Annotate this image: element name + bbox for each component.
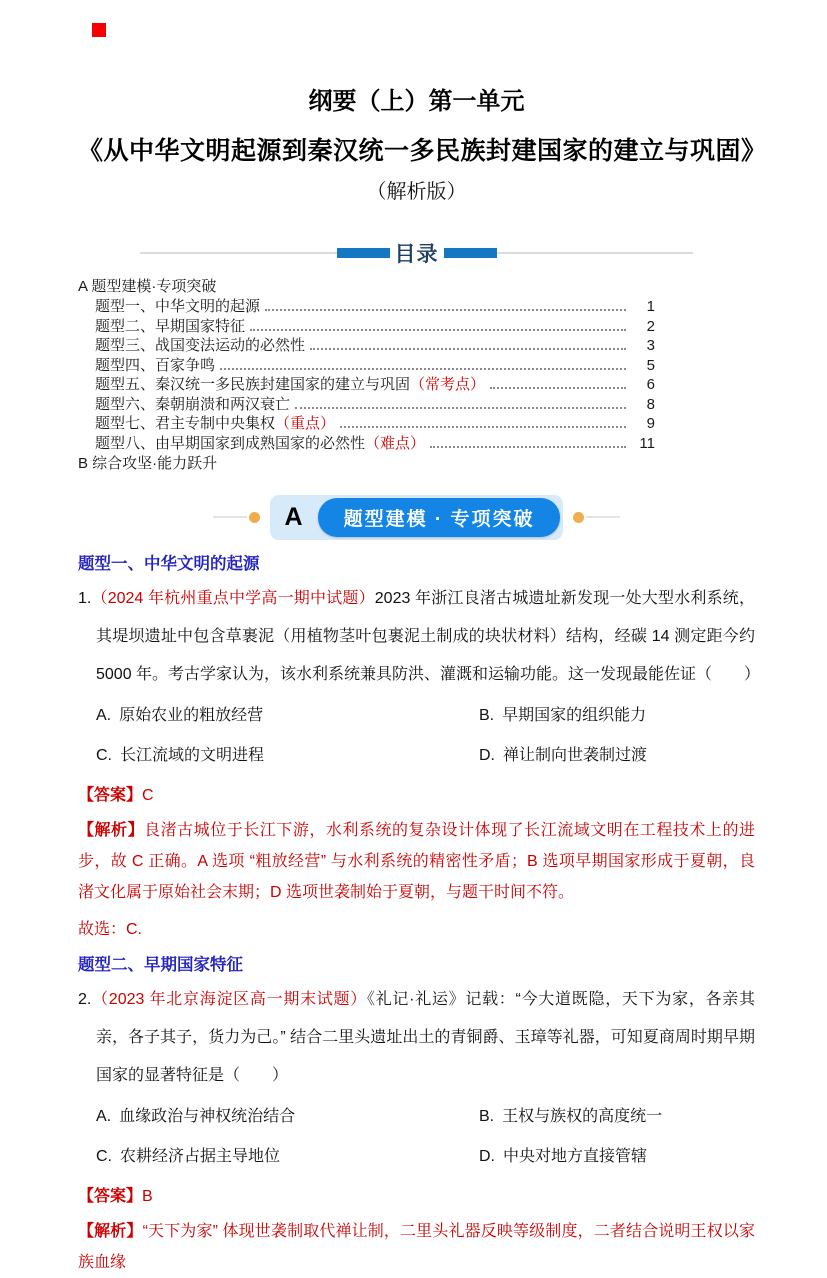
options-q2 bbox=[78, 1097, 755, 1177]
toc-leader-dots bbox=[220, 368, 626, 370]
analysis-text: 良渚古城位于长江下游，水利系统的复杂设计体现了长江流域文明在工程技术上的进步，故 C 正确。A 选项 “粗放经营” 与水利系统的精密性矛盾；B 选项早期国家形成于夏朝，良渚文化属于原始社会末期；D 选项世袭制始于夏朝，与题干时间不符。 bbox=[78, 822, 755, 901]
toc-leader-dots bbox=[295, 407, 626, 409]
toc-item-label: 题型二、早期国家特征 bbox=[95, 317, 246, 335]
question-type-heading-1: 题型一、中华文明的起源 bbox=[78, 555, 260, 573]
red-square-marker bbox=[92, 23, 106, 37]
toc-page-number: 6 bbox=[646, 376, 655, 393]
title-block bbox=[78, 0, 767, 206]
toc-page-number: 1 bbox=[646, 298, 655, 315]
toc-leader-dots bbox=[430, 446, 626, 448]
option-text: 原始农业的粗放经营 bbox=[119, 707, 264, 724]
answer-value: B bbox=[142, 1188, 153, 1205]
option-key: A. bbox=[96, 707, 112, 724]
option-a bbox=[96, 1097, 479, 1137]
banner-dot-left bbox=[249, 512, 260, 523]
toc-item[interactable] bbox=[78, 375, 755, 395]
option-b bbox=[479, 696, 755, 736]
toc-item-label: 题型六、秦朝崩溃和两汉衰亡 bbox=[95, 395, 291, 413]
option-b bbox=[479, 1097, 755, 1137]
toc-item-tag: （难点） bbox=[365, 434, 426, 452]
option-a bbox=[96, 696, 479, 736]
analysis-label: 【解析】 bbox=[78, 822, 145, 839]
toc-section-b: B 综合攻坚·能力跃升 bbox=[78, 455, 218, 472]
answer-label: 【答案】 bbox=[78, 1188, 143, 1205]
option-text: 王权与族权的高度统一 bbox=[502, 1108, 663, 1125]
toc-item-tag: （常考点） bbox=[410, 376, 486, 393]
toc-page-number: 2 bbox=[646, 317, 655, 335]
option-key: C. bbox=[96, 747, 112, 764]
toc-item[interactable] bbox=[78, 434, 755, 454]
question-source: （2023 年北京海淀区高一期末试题） bbox=[91, 991, 367, 1008]
toc-divider-right bbox=[497, 252, 694, 254]
option-c bbox=[96, 1137, 479, 1177]
edition-subtitle: （解析版） bbox=[366, 181, 467, 203]
toc-leader-dots bbox=[250, 329, 626, 331]
option-text: 血缘政治与神权统治结合 bbox=[119, 1108, 296, 1125]
toc-bar-left bbox=[337, 248, 390, 258]
option-key: D. bbox=[479, 747, 495, 764]
table-of-contents bbox=[78, 276, 755, 474]
banner-label: 题型建模 · 专项突破 bbox=[318, 498, 561, 537]
question-text: 2023 年浙江良渚古城遗址新发现一处大型水利系统，其堤坝遗址中包含草裹泥（用植物茎叶包裹泥土制成的块状材料）结构，经碳 14 测定距今约 5000 年。考古学家认为，该水利系统兼具防洪、灌溉和运输功能。这一发现最能佐证（ ） bbox=[96, 590, 761, 683]
toc-item[interactable] bbox=[78, 336, 755, 356]
banner-line-left bbox=[213, 516, 247, 518]
question-text: 《礼记·礼运》记载：“今大道既隐，天下为家，各亲其亲，各子其子，货力为己。” 结合二里头遗址出土的青铜爵、玉璋等礼器，可知夏商周时期早期国家的显著特征是（ ） bbox=[96, 991, 755, 1084]
answer-line-q1 bbox=[78, 780, 755, 811]
toc-item-label: 题型五、秦汉统一多民族封建国家的建立与巩固 bbox=[95, 376, 411, 393]
toc-item-label: 题型三、战国变法运动的必然性 bbox=[95, 337, 306, 354]
question-stem-2 bbox=[78, 981, 755, 1095]
toc-leader-dots bbox=[340, 426, 626, 428]
options-q1 bbox=[78, 696, 755, 776]
toc-divider-left bbox=[140, 252, 337, 254]
toc-item-label: 题型一、中华文明的起源 bbox=[95, 298, 261, 315]
option-d bbox=[479, 736, 755, 776]
toc-page-number: 9 bbox=[646, 415, 655, 432]
toc-item[interactable] bbox=[78, 317, 755, 337]
option-text: 禅让制向世袭制过渡 bbox=[503, 747, 648, 764]
analysis-q1 bbox=[78, 815, 755, 908]
toc-leader-dots bbox=[310, 348, 626, 350]
toc-section-a: A 题型建模·专项突破 bbox=[78, 278, 217, 295]
option-key: B. bbox=[479, 1108, 495, 1125]
toc-item-tag: （重点） bbox=[275, 415, 336, 432]
analysis-q2 bbox=[78, 1216, 755, 1278]
analysis-label: 【解析】 bbox=[78, 1223, 143, 1240]
option-text: 早期国家的组织能力 bbox=[502, 707, 647, 724]
question-source: （2024 年杭州重点中学高一期中试题） bbox=[91, 590, 375, 607]
main-title: 《从中华文明起源到秦汉统一多民族封建国家的建立与巩固》 bbox=[78, 137, 767, 165]
option-key: D. bbox=[479, 1148, 495, 1165]
toc-page-number: 11 bbox=[639, 434, 655, 452]
answer-line-q2 bbox=[78, 1181, 755, 1212]
toc-title: 目录 bbox=[394, 243, 439, 266]
toc-leader-dots bbox=[490, 387, 626, 389]
option-c bbox=[96, 736, 479, 776]
unit-title: 纲要（上）第一单元 bbox=[308, 88, 525, 115]
toc-item-label: 题型四、百家争鸣 bbox=[95, 356, 216, 374]
banner-dot-right bbox=[573, 512, 584, 523]
toc-item-label: 题型七、君主专制中央集权 bbox=[95, 415, 276, 432]
option-key: C. bbox=[96, 1148, 112, 1165]
toc-item-label: 题型八、由早期国家到成熟国家的必然性 bbox=[95, 434, 366, 452]
toc-item[interactable] bbox=[78, 356, 755, 376]
toc-item[interactable] bbox=[78, 297, 755, 317]
question-type-heading-2: 题型二、早期国家特征 bbox=[78, 956, 243, 974]
toc-item[interactable] bbox=[78, 414, 755, 434]
option-text: 中央对地方直接管辖 bbox=[503, 1148, 648, 1165]
question-number: 2. bbox=[78, 991, 92, 1008]
conclusion-q1: 故选：C. bbox=[78, 921, 143, 938]
question-stem-1 bbox=[78, 580, 761, 694]
content bbox=[78, 552, 761, 1278]
answer-value: C bbox=[142, 787, 154, 804]
banner-box bbox=[270, 495, 564, 540]
toc-item[interactable] bbox=[78, 395, 755, 415]
toc-page-number: 8 bbox=[646, 395, 655, 413]
option-key: B. bbox=[479, 707, 495, 724]
analysis-text: “天下为家” 体现世袭制取代禅让制，二里头礼器反映等级制度，二者结合说明王权以家族血缘 bbox=[78, 1223, 755, 1271]
section-banner bbox=[78, 494, 755, 540]
answer-label: 【答案】 bbox=[78, 787, 143, 804]
toc-leader-dots bbox=[265, 309, 626, 311]
toc-page-number: 3 bbox=[646, 337, 655, 354]
toc-header bbox=[78, 240, 755, 266]
option-text: 农耕经济占据主导地位 bbox=[120, 1148, 281, 1165]
toc-page-number: 5 bbox=[646, 356, 655, 374]
option-d bbox=[479, 1137, 755, 1177]
option-key: A. bbox=[96, 1108, 112, 1125]
option-text: 长江流域的文明进程 bbox=[120, 747, 265, 764]
banner-line-right bbox=[586, 516, 620, 518]
question-number: 1. bbox=[78, 590, 92, 607]
banner-badge-a: A bbox=[284, 502, 303, 531]
toc-bar-right bbox=[444, 248, 497, 258]
